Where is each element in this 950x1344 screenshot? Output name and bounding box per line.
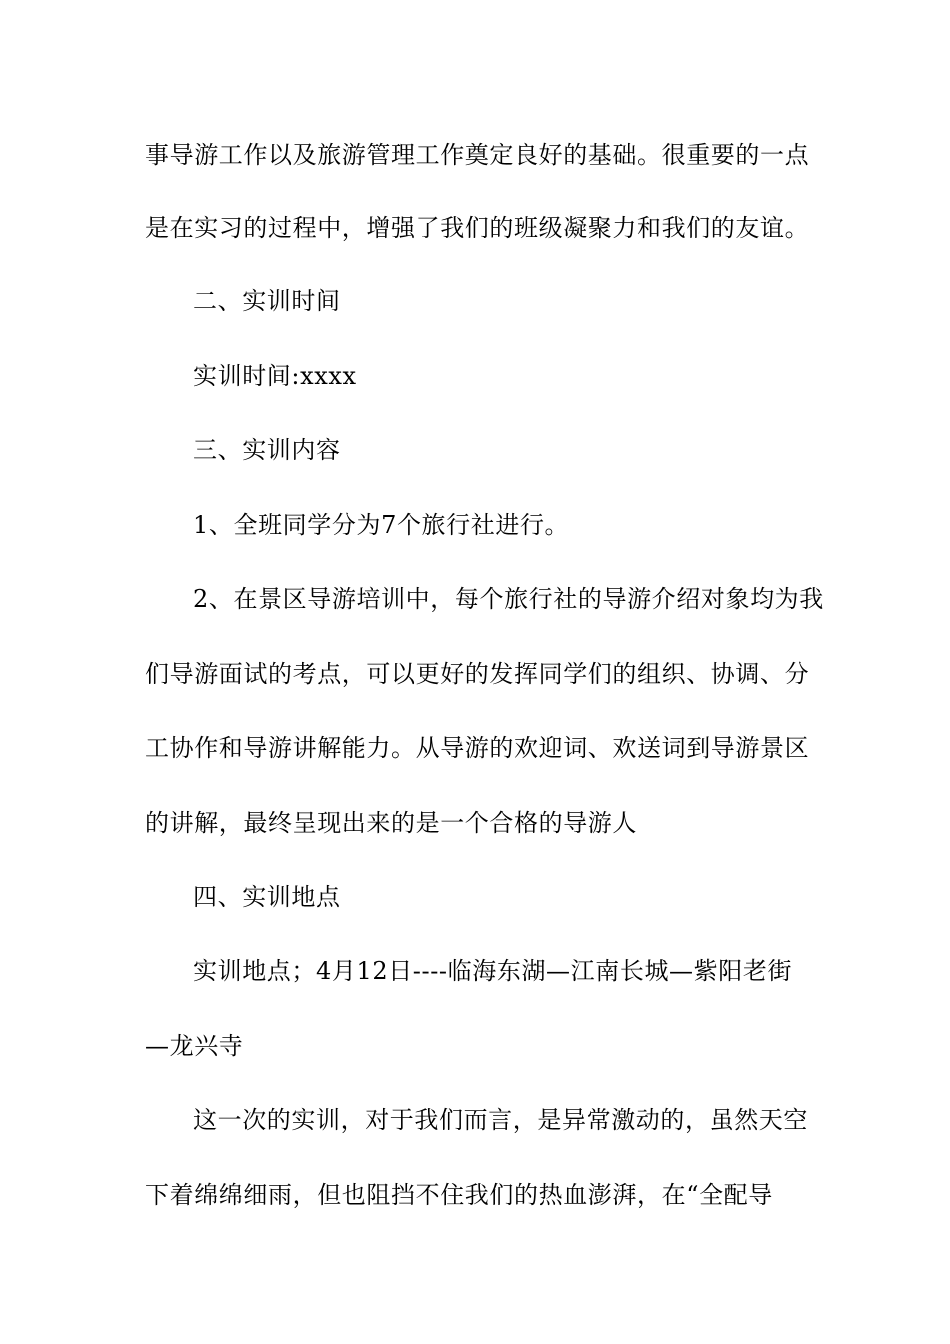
paragraph-line: 实训时间:xxxx bbox=[193, 362, 357, 390]
list-item: 2、在景区导游培训中，每个旅行社的导游介绍对象均为我 bbox=[193, 585, 824, 613]
paragraph-line: 实训地点；4月12日----临海东湖—江南长城—紫阳老街 bbox=[193, 957, 793, 985]
section-heading-content: 三、实训内容 bbox=[193, 436, 341, 464]
list-item: 1、全班同学分为7个旅行社进行。 bbox=[193, 511, 570, 539]
paragraph-line: —龙兴寺 bbox=[145, 1032, 244, 1060]
paragraph-line: 这一次的实训，对于我们而言，是异常激动的，虽然天空 bbox=[193, 1106, 808, 1134]
paragraph-line: 下着绵绵细雨，但也阻挡不住我们的热血澎湃，在“全配导 bbox=[145, 1181, 773, 1209]
paragraph-line: 的讲解，最终呈现出来的是一个合格的导游人 bbox=[145, 809, 637, 837]
paragraph-line: 事导游工作以及旅游管理工作奠定良好的基础。很重要的一点 bbox=[145, 141, 810, 169]
paragraph-line: 工协作和导游讲解能力。从导游的欢迎词、欢送词到导游景区 bbox=[145, 734, 810, 762]
paragraph-line: 是在实习的过程中，增强了我们的班级凝聚力和我们的友谊。 bbox=[145, 214, 810, 242]
section-heading-time: 二、实训时间 bbox=[193, 287, 341, 315]
paragraph-line: 们导游面试的考点，可以更好的发挥同学们的组织、协调、分 bbox=[145, 660, 810, 688]
section-heading-location: 四、实训地点 bbox=[193, 883, 341, 911]
